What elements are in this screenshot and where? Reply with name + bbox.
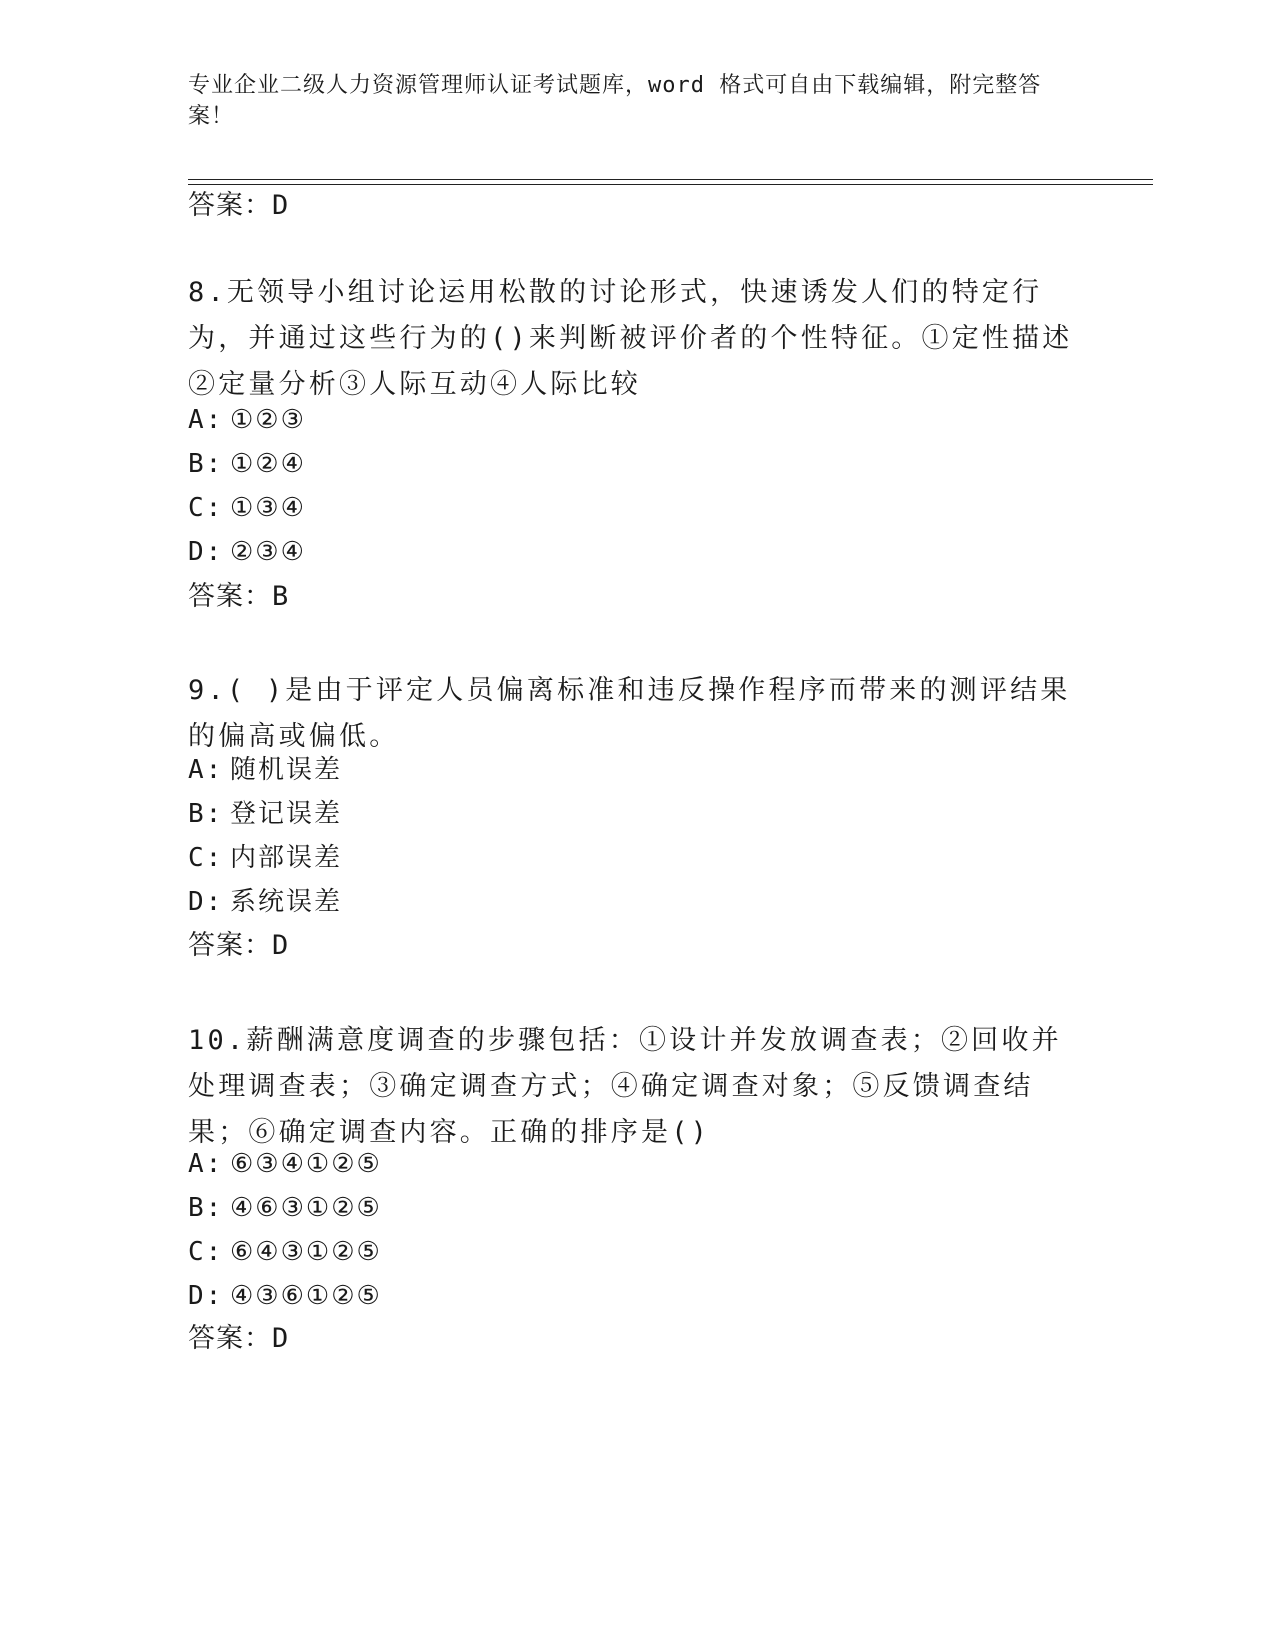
option-letter: A: bbox=[188, 755, 224, 785]
option-letter: C: bbox=[188, 1237, 224, 1267]
option-letter: D: bbox=[188, 537, 224, 567]
question-9-answer: 答案：D bbox=[188, 930, 290, 961]
option-text: ①②③ bbox=[230, 405, 306, 435]
header-rule-bottom bbox=[188, 184, 1153, 185]
option-letter: A: bbox=[188, 405, 224, 435]
option-letter: C: bbox=[188, 493, 224, 523]
option-text: ④③⑥①②⑤ bbox=[230, 1281, 382, 1311]
question-8-option-b bbox=[188, 446, 306, 482]
question-10-option-d bbox=[188, 1278, 382, 1314]
question-10-option-a bbox=[188, 1146, 382, 1182]
option-text: ②③④ bbox=[230, 537, 306, 567]
question-10-option-c bbox=[188, 1234, 382, 1270]
question-8-answer: 答案：B bbox=[188, 581, 290, 612]
header-rule-top bbox=[188, 179, 1153, 180]
question-8-option-c bbox=[188, 490, 306, 526]
question-9-option-a bbox=[188, 752, 342, 788]
option-letter: B: bbox=[188, 449, 224, 479]
option-letter: C: bbox=[188, 843, 224, 873]
question-8-option-a bbox=[188, 402, 306, 438]
option-text: ①②④ bbox=[230, 449, 306, 479]
option-text: ⑥③④①②⑤ bbox=[230, 1149, 382, 1179]
option-letter: A: bbox=[188, 1149, 224, 1179]
question-9-stem: 9.( )是由于评定人员偏离标准和违反操作程序而带来的测评结果的偏高或偏低。 bbox=[188, 675, 1071, 752]
question-9-option-c bbox=[188, 840, 342, 876]
option-text: ⑥④③①②⑤ bbox=[230, 1237, 382, 1267]
question-10-option-b bbox=[188, 1190, 382, 1226]
question-8-stem: 8.无领导小组讨论运用松散的讨论形式，快速诱发人们的特定行为，并通过这些行为的()来判断被评价者的个性特征。①定性描述②定量分析③人际互动④人际比较 bbox=[188, 277, 1073, 400]
question-10-answer: 答案：D bbox=[188, 1323, 290, 1354]
option-text: ④⑥③①②⑤ bbox=[230, 1193, 382, 1223]
option-letter: D: bbox=[188, 1281, 224, 1311]
question-9-option-b bbox=[188, 796, 342, 832]
question-8-option-d bbox=[188, 534, 306, 570]
option-text: 内部误差 bbox=[230, 843, 343, 873]
option-text: 系统误差 bbox=[230, 887, 343, 917]
option-text: ①③④ bbox=[230, 493, 306, 523]
previous-answer: 答案：D bbox=[188, 190, 290, 221]
option-letter: D: bbox=[188, 887, 224, 917]
question-10-stem: 10.薪酬满意度调查的步骤包括：①设计并发放调查表；②回收并处理调查表；③确定调查方式；④确定调查对象；⑤反馈调查结果；⑥确定调查内容。正确的排序是() bbox=[188, 1025, 1062, 1148]
option-letter: B: bbox=[188, 1193, 224, 1223]
option-letter: B: bbox=[188, 799, 224, 829]
option-text: 随机误差 bbox=[230, 755, 343, 785]
question-9-option-d bbox=[188, 884, 342, 920]
option-text: 登记误差 bbox=[230, 799, 343, 829]
document-header-note: 专业企业二级人力资源管理师认证考试题库，word 格式可自由下载编辑，附完整答案！ bbox=[188, 73, 1042, 129]
